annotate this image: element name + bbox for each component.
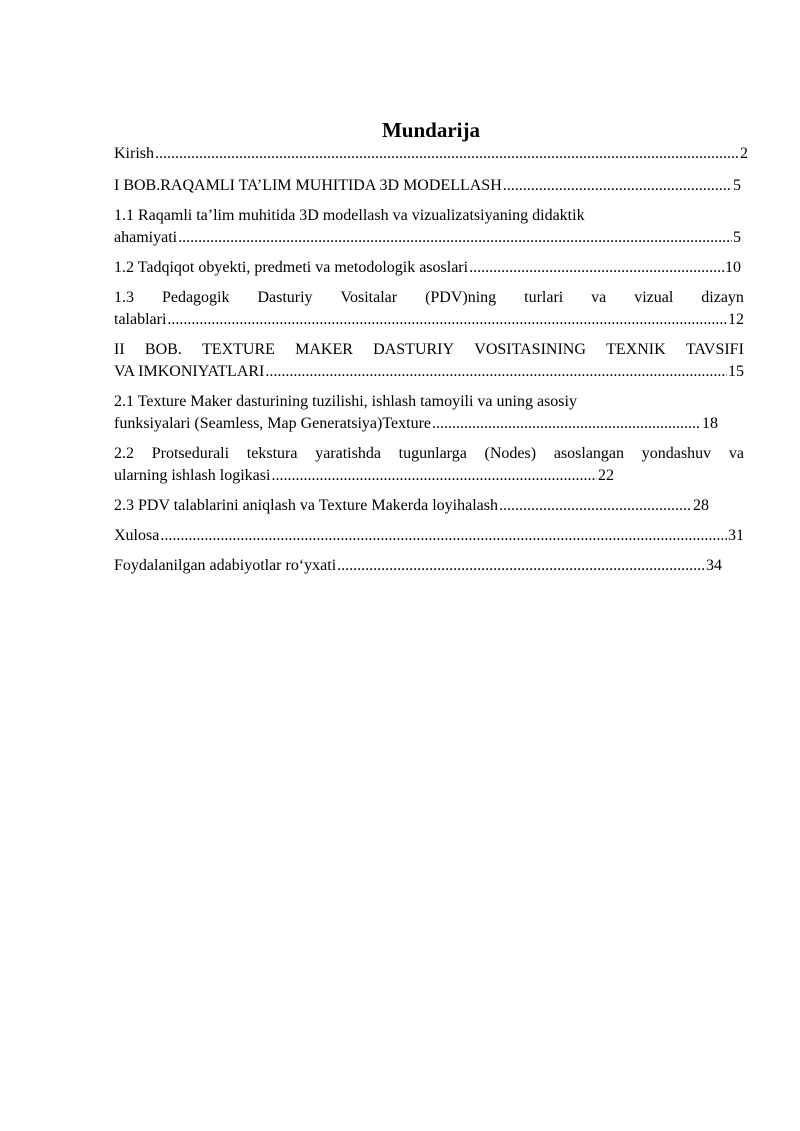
dot-leader [432,413,701,435]
toc-page-number: 22 [598,467,614,484]
table-of-contents [114,143,746,577]
toc-word: 2.2 [114,445,134,462]
toc-word: TEXNIK [606,341,666,358]
toc-word: tugunlarga [398,445,467,462]
toc-entry-2-2[interactable] [114,443,744,487]
dot-leader [160,525,727,547]
toc-word: va [591,289,607,306]
toc-entry-title: Foydalanilgan adabiyotlar ro‘yxati [114,557,337,574]
page-title: Mundarija [381,118,480,142]
toc-page-number: 5 [733,177,741,194]
toc-word: Vositalar [340,289,398,306]
toc-word: Protsedurali [151,445,230,462]
toc-word: yaratishda [315,445,381,462]
dot-leader [271,465,597,487]
toc-entry-1-2[interactable] [114,257,741,279]
toc-page-number: 5 [733,229,741,246]
toc-word: turlari [524,289,564,306]
toc-entry-title-line [114,339,744,361]
toc-word: yondashuv [641,445,712,462]
toc-entry-references[interactable] [114,555,722,577]
toc-entry-title: Kirish [114,145,154,162]
toc-entry-kirish[interactable] [114,143,748,165]
toc-word: II [114,341,125,358]
toc-entry-chapter-2[interactable] [114,339,744,383]
toc-word: Dasturiy [257,289,313,306]
toc-word: 1.3 [114,289,134,306]
toc-entry-2-1[interactable] [114,391,718,435]
toc-word: Pedagogik [161,289,230,306]
toc-entry-title-line: 2.1 Texture Maker dasturining tuzilishi, ishlash tamoyili va uning asosiy [114,393,577,410]
toc-entry-title-line: funksiyalari (Seamless, Map Generatsiya)Texture [114,415,431,432]
toc-page-number: 28 [693,497,709,514]
toc-page-number: 12 [728,311,744,328]
toc-entry-title-line: talablari [114,311,167,328]
toc-word: (PDV)ning [425,289,497,306]
toc-entry-chapter-1[interactable] [114,175,741,197]
toc-entry-title-line: 1.1 Raqamli ta’lim muhitida 3D modellash va vizualizatsiyaning didaktik [114,207,585,224]
toc-word: (Nodes) [484,445,537,462]
dot-leader [265,361,727,383]
toc-word: DASTURIY [373,341,455,358]
toc-entry-title-line: ahamiyati [114,229,178,246]
toc-page-number: 18 [702,415,718,432]
toc-page-number: 31 [728,527,744,544]
toc-entry-title: 2.3 PDV talablarini aniqlash va Texture Makerda loyihalash [114,497,498,514]
dot-leader [469,257,724,279]
toc-page-number: 34 [706,557,722,574]
dot-leader [499,495,692,517]
dot-leader [337,555,705,577]
toc-word: MAKER [295,341,353,358]
toc-word: TAVSIFI [685,341,744,358]
dot-leader [155,143,739,165]
toc-word: VOSITASINING [474,341,586,358]
toc-entry-1-3[interactable] [114,287,744,331]
toc-entry-2-3[interactable] [114,495,709,517]
toc-entry-title: 1.2 Tadqiqot obyekti, predmeti va metodologik asoslari [114,259,469,276]
dot-leader [178,227,732,249]
toc-word: dizayn [701,289,744,306]
dot-leader [503,175,732,197]
toc-word: TEXTURE [202,341,275,358]
dot-leader [167,309,727,331]
toc-entry-title: I BOB.RAQAMLI TA’LIM MUHITIDA 3D MODELLASH [114,177,502,194]
toc-word: vizual [634,289,674,306]
toc-entry-xulosa[interactable] [114,525,744,547]
toc-entry-1-1[interactable] [114,205,741,249]
toc-word: BOB. [144,341,182,358]
toc-entry-title-line: VA IMKONIYATLARI [114,363,265,380]
toc-entry-title: Xulosa [114,527,160,544]
toc-entry-title-line: ularning ishlash logikasi [114,467,271,484]
toc-entry-title-line [114,443,744,465]
toc-page-number: 2 [740,145,748,162]
toc-page-number: 15 [728,363,744,380]
toc-word: asoslangan [553,445,625,462]
toc-word: va [728,445,744,462]
toc-word: tekstura [246,445,298,462]
toc-entry-title-line [114,287,744,309]
toc-page-number: 10 [725,259,741,276]
